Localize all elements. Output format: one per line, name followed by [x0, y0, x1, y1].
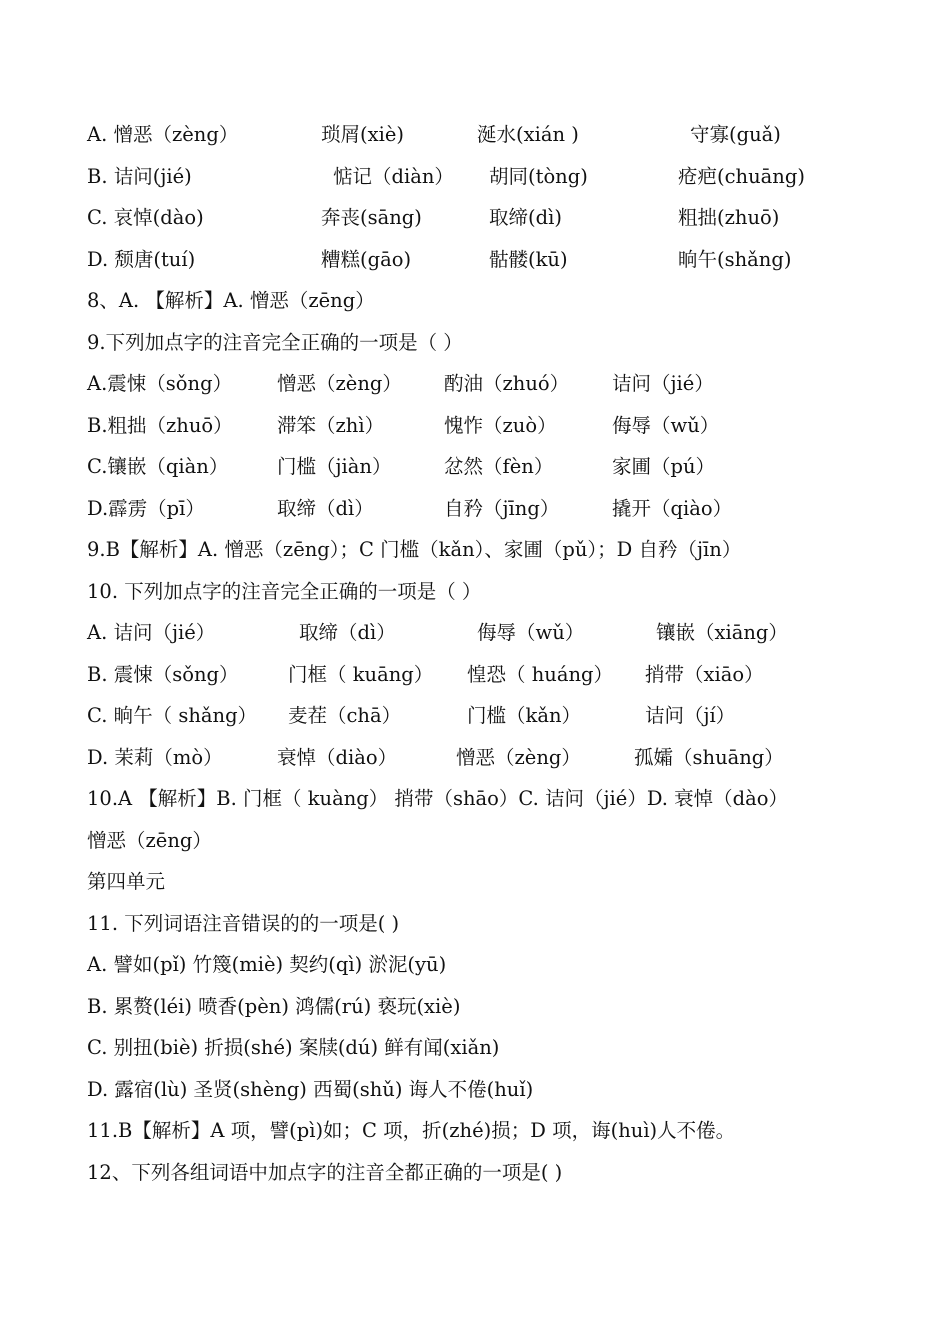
text-segment: 惦记（diàn）	[333, 165, 454, 188]
text-segment: 糟糕(gāo)	[321, 248, 412, 271]
text-segment: D. 颓唐(tuí)	[87, 248, 196, 271]
text-segment: A.震悚（sǒng）	[87, 372, 233, 395]
text-segment: 憎恶（zèng）	[277, 372, 402, 395]
text-segment: 第四单元	[87, 870, 166, 893]
text-segment: B. 累赘(léi) 喷香(pèn) 鸿儒(rú) 亵玩(xiè)	[87, 995, 461, 1018]
text-segment: 愧怍（zuò）	[444, 414, 557, 437]
text-segment: 镶嵌（xiāng）	[656, 621, 788, 644]
text-segment: 疮疤(chuāng)	[678, 165, 805, 188]
text-segment: C. 哀悼(dào)	[87, 206, 204, 229]
text-segment: C. 别扭(biè) 折损(shé) 案牍(dú) 鲜有闻(xiǎn)	[87, 1036, 500, 1059]
text-segment: 自矜（jīng）	[444, 497, 560, 520]
text-segment: B.粗拙（zhuō）	[87, 414, 233, 437]
text-segment: 侮辱（wǔ）	[612, 414, 720, 437]
text-segment: A. 譬如(pǐ) 竹篾(miè) 契约(qì) 淤泥(yū)	[87, 953, 447, 976]
text-segment: 取缔（dì）	[277, 497, 374, 520]
text-segment: 10. 下列加点字的注音完全正确的一项是（ ）	[87, 580, 482, 603]
text-segment: 门槛（kǎn）	[467, 704, 582, 727]
text-segment: 家圃（pú）	[612, 455, 716, 478]
text-segment: 取缔(dì)	[489, 206, 562, 229]
text-segment: 撬开（qiào）	[612, 497, 733, 520]
text-segment: 孤孀（shuāng）	[634, 746, 784, 769]
text-segment: 9.下列加点字的注音完全正确的一项是（ ）	[87, 331, 463, 354]
text-segment: B. 震悚（sǒng）	[87, 663, 239, 686]
text-segment: 诘问（jí）	[645, 704, 736, 727]
text-segment: 诘问（jié）	[612, 372, 714, 395]
text-segment: 取缔（dì）	[299, 621, 396, 644]
text-segment: 9.B【解析】A. 憎恶（zēng）；C 门槛（kǎn）、家圃（pǔ）；D 自矜（jīn）	[87, 538, 742, 561]
text-segment: 惶恐（ huáng）	[467, 663, 613, 686]
text-segment: 12、下列各组词语中加点字的注音全都正确的一项是( )	[87, 1161, 563, 1184]
text-segment: D. 茉莉（mò）	[87, 746, 223, 769]
text-segment: 衰悼（diào）	[277, 746, 398, 769]
text-segment: 粗拙(zhuō)	[678, 206, 780, 229]
text-segment: 晌午(shǎng)	[678, 248, 792, 271]
text-segment: 捎带（xiāo）	[645, 663, 764, 686]
text-segment: A. 诘问（jié）	[87, 621, 216, 644]
text-segment: 麦茬（chā）	[288, 704, 402, 727]
text-segment: 琐屑(xiè)	[321, 123, 404, 146]
text-segment: 忿然（fèn）	[444, 455, 554, 478]
text-segment: 憎恶（zēng）	[87, 829, 212, 852]
text-segment: 8、A. 【解析】A. 憎恶（zēng）	[87, 289, 375, 312]
text-segment: 滞笨（zhì）	[277, 414, 385, 437]
text-segment: 10.A 【解析】B. 门框（ kuàng） 捎带（shāo）C. 诘问（jié）D. 衰悼（dào）	[87, 787, 789, 810]
text-segment: C. 晌午（ shǎng）	[87, 704, 258, 727]
text-segment: D.霹雳（pī）	[87, 497, 205, 520]
text-segment: 骷髅(kū)	[489, 248, 568, 271]
text-segment: D. 露宿(lù) 圣贤(shèng) 西蜀(shǔ) 诲人不倦(huǐ)	[87, 1078, 534, 1101]
text-segment: 涎水(xián )	[477, 123, 579, 146]
text-segment: B. 诘问(jié)	[87, 165, 192, 188]
text-segment: 胡同(tòng)	[489, 165, 588, 188]
text-segment: 憎恶（zèng）	[456, 746, 581, 769]
text-segment: 11.B【解析】A 项，譬(pì)如；C 项，折(zhé)损；D 项，诲(huì)人不倦。	[87, 1119, 736, 1142]
text-segment: 奔丧(sāng)	[321, 206, 422, 229]
text-segment: A. 憎恶（zèng）	[87, 123, 239, 146]
text-segment: 门槛（jiàn）	[277, 455, 392, 478]
text-segment: 酌油（zhuó）	[444, 372, 570, 395]
text-segment: 侮辱（wǔ）	[477, 621, 585, 644]
text-segment: 守寡(guǎ)	[690, 123, 781, 146]
text-segment: 11. 下列词语注音错误的的一项是( )	[87, 912, 400, 935]
text-segment: 门框（ kuāng）	[288, 663, 434, 686]
text-segment: C.镶嵌（qiàn）	[87, 455, 229, 478]
